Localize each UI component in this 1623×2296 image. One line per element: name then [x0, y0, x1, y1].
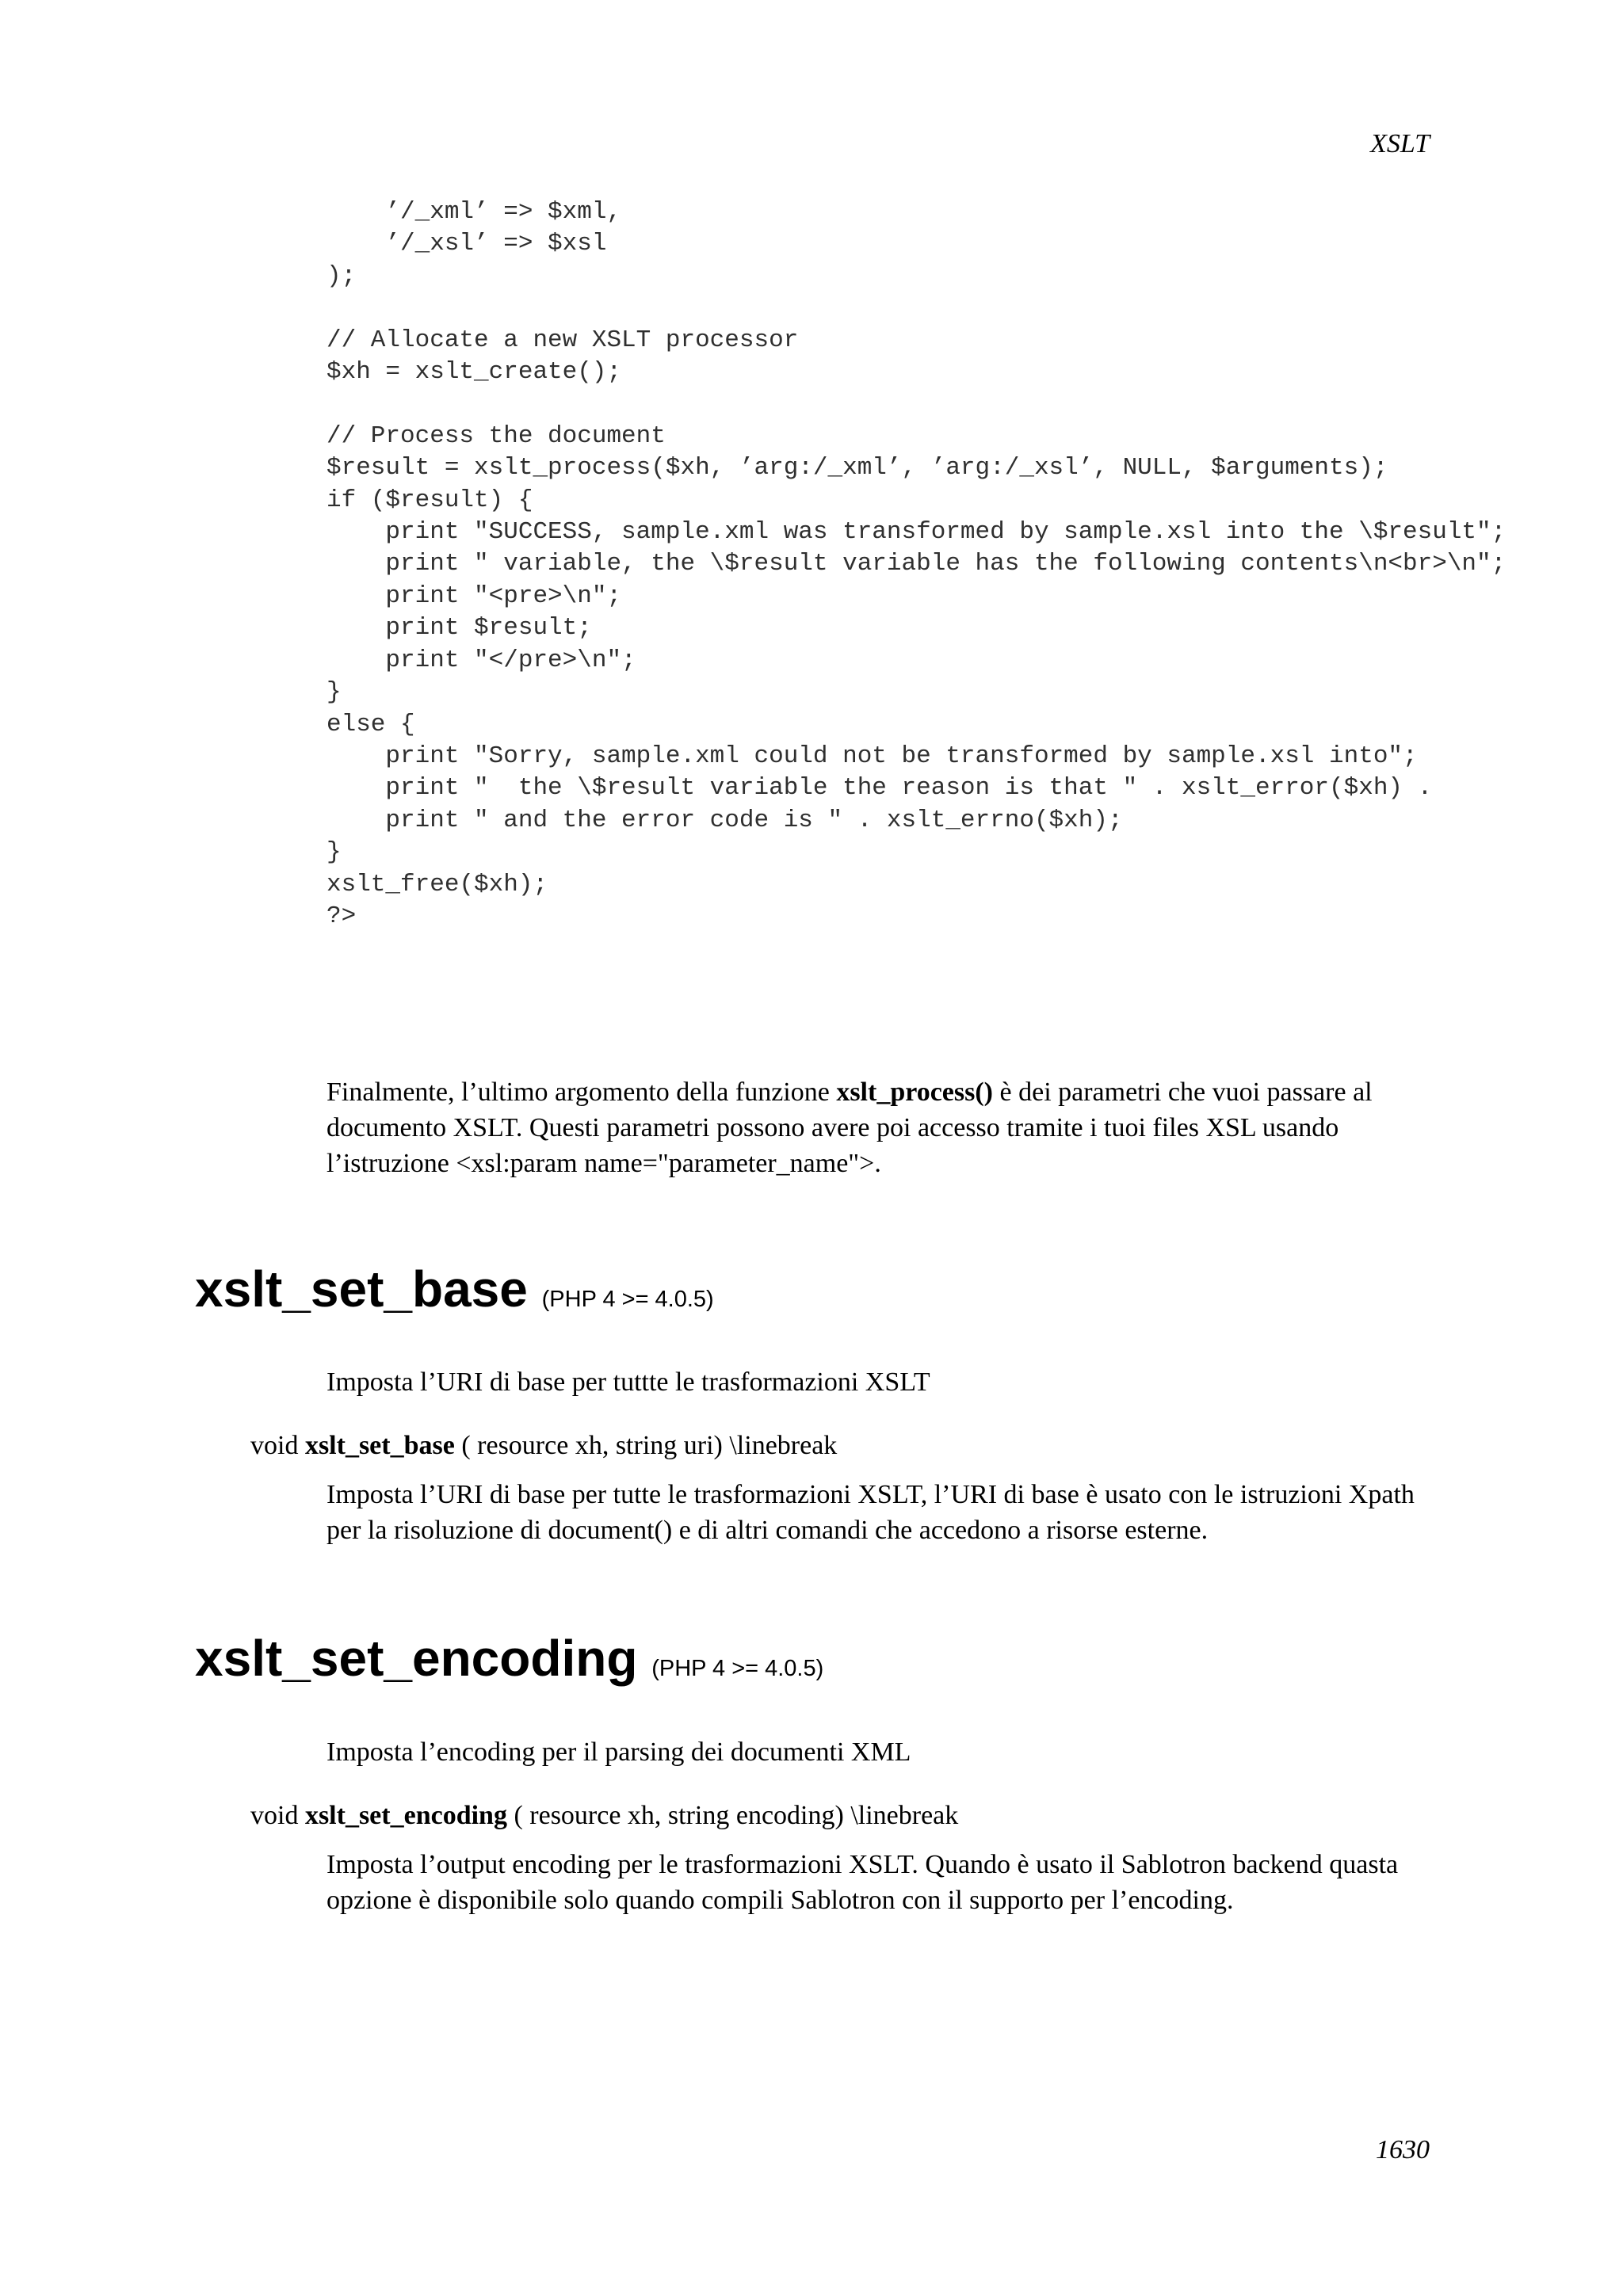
- code-line: ’/_xsl’ => $xsl: [327, 230, 607, 258]
- function-name: xslt_process(): [836, 1077, 994, 1107]
- code-line: print " variable, the \$result variable has the following contents\n<br>\n";: [327, 550, 1507, 578]
- function-synopsis: [250, 1798, 958, 1833]
- code-line: ’/_xml’ => $xml,: [327, 198, 622, 226]
- code-line: print "<pre>\n";: [327, 582, 622, 610]
- code-line: );: [327, 261, 357, 290]
- code-line: print " the \$result variable the reason is that " . xslt_error($xh) .: [327, 774, 1433, 803]
- code-line: xslt_free($xh);: [327, 870, 548, 898]
- code-line: else {: [327, 710, 415, 738]
- code-line: // Allocate a new XSLT processor: [327, 326, 799, 354]
- synopsis-params: ( resource xh, string uri) \linebreak: [454, 1431, 838, 1460]
- section-heading: [195, 1259, 714, 1329]
- code-block: [327, 196, 1506, 933]
- code-line: if ($result) {: [327, 486, 533, 514]
- code-line: print "</pre>\n";: [327, 646, 636, 674]
- synopsis-params: ( resource xh, string encoding) \linebreak: [506, 1801, 959, 1830]
- synopsis-function-name: xslt_set_base: [304, 1431, 455, 1460]
- availability-note: (PHP 4 >= 4.0.5): [541, 1287, 714, 1312]
- return-type: void: [250, 1801, 299, 1830]
- code-line: ?>: [327, 902, 357, 930]
- section-heading: [195, 1628, 823, 1699]
- availability-note: (PHP 4 >= 4.0.5): [651, 1656, 824, 1681]
- code-line: print "Sorry, sample.xml could not be transformed by sample.xsl into";: [327, 742, 1418, 770]
- intro-text-before: Finalmente, l’ultimo argomento della funzione: [327, 1077, 837, 1107]
- section-description: Imposta l’URI di base per tutte le trasformazioni XSLT, l’URI di base è usato con le istruzioni Xpath per la risoluzione di document() e di altri comandi che accedono a risorse esterne.: [327, 1480, 1415, 1545]
- code-line: $xh = xslt_create();: [327, 358, 622, 387]
- section-title: xslt_set_base: [195, 1261, 528, 1318]
- function-synopsis: [250, 1428, 837, 1463]
- section-title: xslt_set_encoding: [195, 1630, 638, 1687]
- intro-text-after: è dei parametri che vuoi passare al documento XSLT. Questi parametri possono avere poi accesso tramite i tuoi files XSL usando l’istruzione <xsl:param name="parameter_name">.: [327, 1077, 1373, 1178]
- page-number: 1630: [1376, 2135, 1430, 2164]
- synopsis-function-name: xslt_set_encoding: [304, 1801, 507, 1830]
- code-line: print "SUCCESS, sample.xml was transformed by sample.xsl into the \$result";: [327, 518, 1507, 547]
- code-line: print " and the error code is " . xslt_errno($xh);: [327, 806, 1123, 834]
- section-summary: Imposta l’encoding per il parsing dei documenti XML: [327, 1737, 911, 1767]
- code-line: // Process the document: [327, 421, 666, 450]
- section-description: Imposta l’output encoding per le trasformazioni XSLT. Quando è usato il Sablotron backend quasta opzione è disponibile solo quando compili Sablotron con il supporto per l’encoding.: [327, 1850, 1399, 1915]
- running-head: XSLT: [1370, 129, 1430, 158]
- code-line: $result = xslt_process($xh, ’arg:/_xml’, ’arg:/_xsl’, NULL, $arguments);: [327, 454, 1388, 482]
- code-line: print $result;: [327, 614, 592, 643]
- code-line: }: [327, 838, 342, 867]
- return-type: void: [250, 1431, 299, 1460]
- intro-paragraph: [327, 1074, 1436, 1181]
- code-line: }: [327, 678, 342, 707]
- section-summary: Imposta l’URI di base per tuttte le trasformazioni XSLT: [327, 1367, 930, 1397]
